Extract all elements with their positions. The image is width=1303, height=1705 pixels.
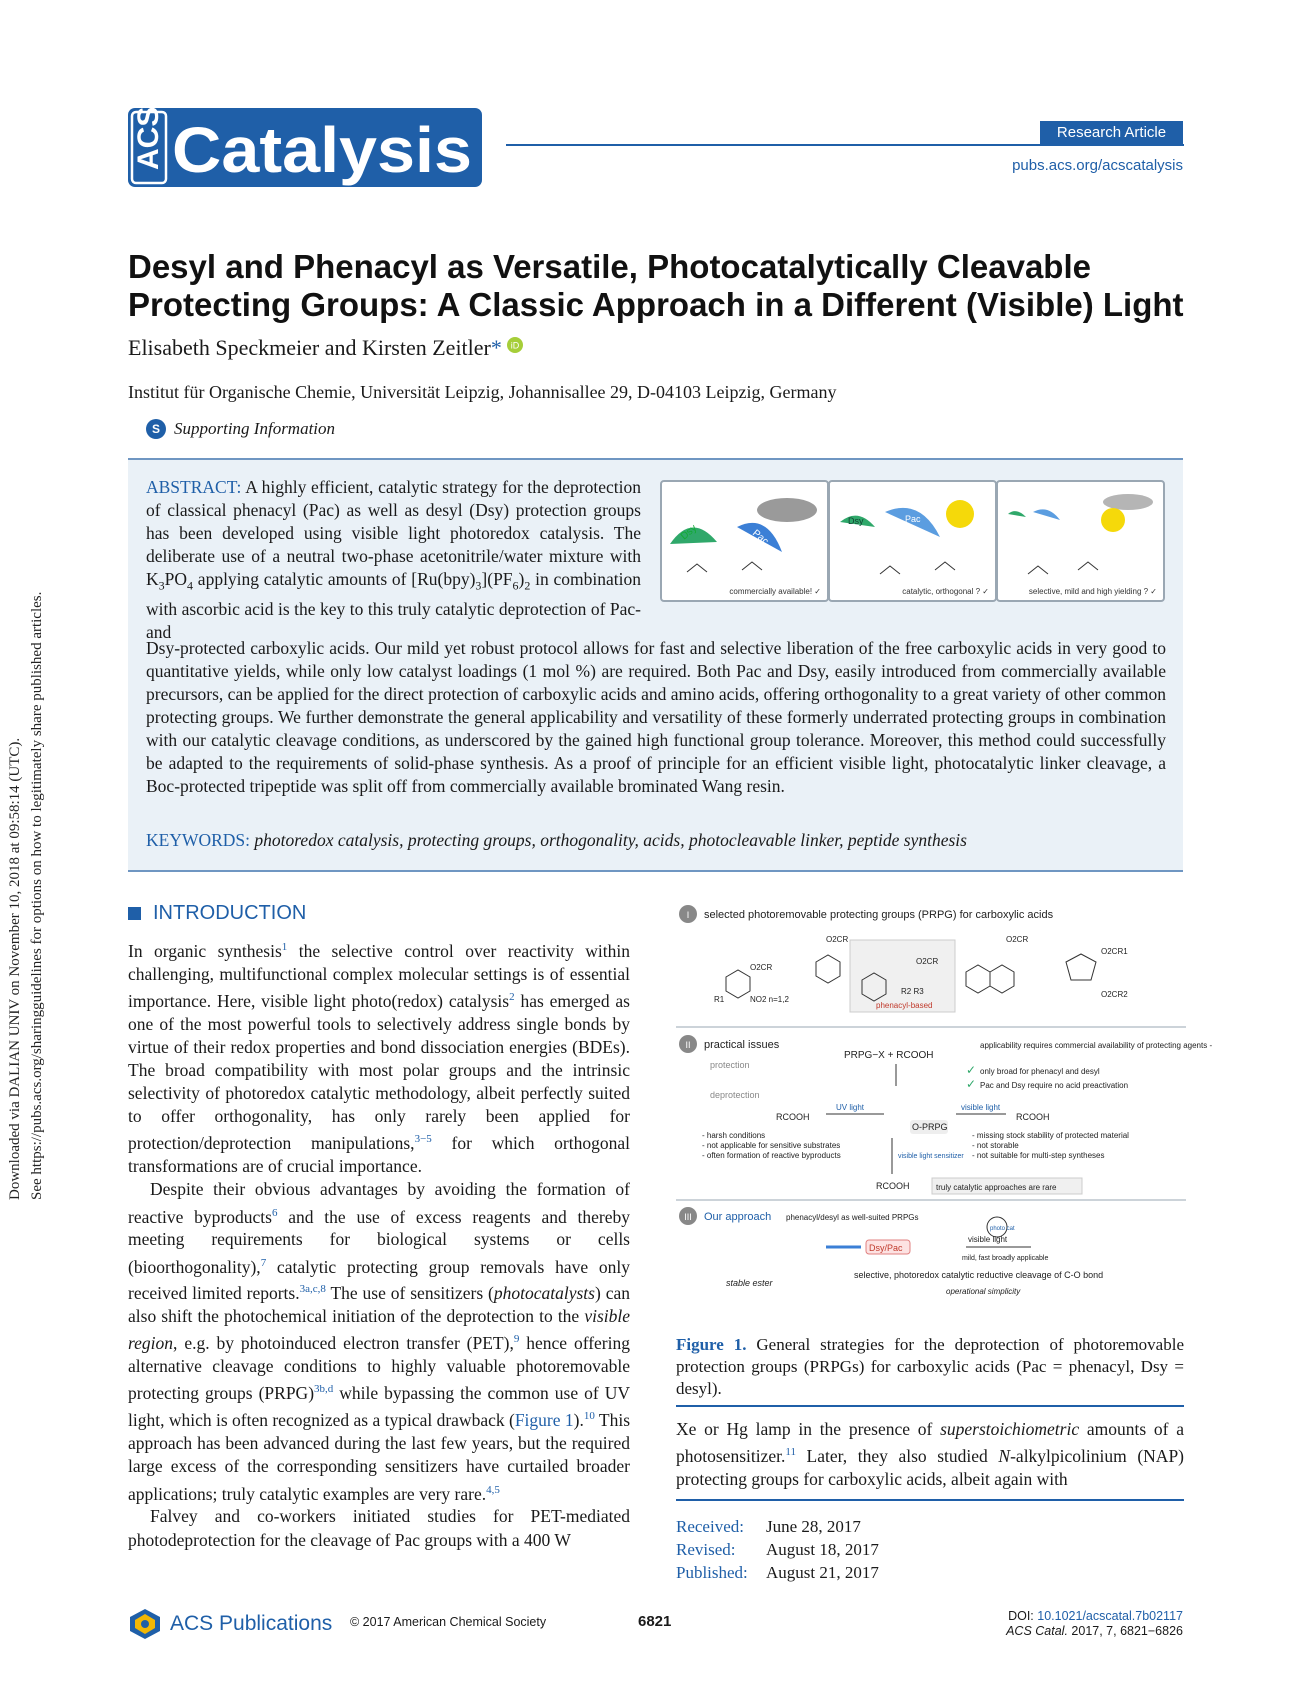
svg-text:deprotection: deprotection bbox=[710, 1090, 760, 1100]
sun-icon bbox=[830, 482, 995, 600]
toc-panel-3 bbox=[996, 480, 1165, 602]
svg-text:phenacyl-based: phenacyl-based bbox=[876, 1001, 933, 1010]
svg-text:O2CR: O2CR bbox=[916, 957, 939, 966]
intro-paragraph-2: Despite their obvious advantages by avoiding the formation of reactive byproducts$^6$ and the use of excess reagents and thereby meeting requirements for biological systems or cells (bioorthogonality),$^7$ catalytic protecting group removals have only received limited reports.$^{3a,c,8}$ The use of sensitizers (photocatalysts) can also shift the photochemical initiation of the deprotection to the visible region, e.g. by photoinduced electron transfer (PET),$^9$ hence offering alternative cleavage conditions to highly valuable photoremovable protecting groups (PRPG)$^{3b,d}$ while bypassing the common use of UV light, which is often recognized as a typical drawback (Figure 1).$^{10}$ This approach has been advanced during the last few years, but the required large excess of the corresponding sensitizers have curtailed broader applications; truly catalytic examples are very rare.$^{4,5}$ bbox=[128, 1179, 631, 1504]
toc-panel-2 bbox=[828, 480, 997, 602]
svg-text:visible light sensitizer: visible light sensitizer bbox=[898, 1153, 964, 1160]
download-notice-line2[interactable]: See https://pubs.acs.org/sharingguidelines for options on how to legitimately share published articles. bbox=[29, 591, 45, 1200]
svg-text:R1: R1 bbox=[714, 995, 725, 1004]
svg-text:truly catalytic approaches are: truly catalytic approaches are rare bbox=[936, 1183, 1057, 1192]
svg-text:O-PRPG: O-PRPG bbox=[912, 1122, 948, 1132]
article-title bbox=[128, 248, 1188, 324]
umbrella-icon bbox=[662, 482, 827, 600]
svg-text:stable ester: stable ester bbox=[726, 1278, 773, 1288]
keywords bbox=[146, 830, 967, 851]
svg-text:NO2 n=1,2: NO2 n=1,2 bbox=[750, 995, 789, 1004]
svg-text:UV light: UV light bbox=[836, 1103, 865, 1112]
keywords-label: KEYWORDS: bbox=[146, 830, 251, 850]
svg-text:Pac and Dsy require no acid pr: Pac and Dsy require no acid preactivation bbox=[980, 1081, 1129, 1090]
abstract-label: ABSTRACT: bbox=[146, 477, 242, 497]
page-number: 6821 bbox=[638, 1613, 672, 1630]
figure-section-2 bbox=[679, 1035, 1212, 1194]
received-row: Received: June 28, 2017 bbox=[676, 1517, 861, 1536]
download-notice bbox=[4, 500, 54, 1200]
revised-row: Revised: August 18, 2017 bbox=[676, 1540, 879, 1559]
journal-badge: ACS bbox=[132, 106, 165, 170]
ref-link[interactable]: 4,5 bbox=[486, 1483, 500, 1496]
svg-text:Dsy/Pac: Dsy/Pac bbox=[869, 1243, 903, 1253]
svg-text:iD: iD bbox=[511, 340, 520, 351]
figure-caption-label: Figure 1. bbox=[676, 1335, 747, 1354]
supporting-info-icon: S bbox=[146, 419, 166, 439]
svg-text:applicability requires commerc: applicability requires commercial availability of protecting agents - bbox=[980, 1041, 1213, 1050]
svg-text:O2CR: O2CR bbox=[826, 935, 849, 944]
figure-1-caption: Figure 1. General strategies for the deprotection of photoremovable protection groups (PRPGs) for carboxylic acids (Pac = phenacyl, Dsy = desyl). bbox=[676, 1335, 1184, 1398]
svg-text:Dsy: Dsy bbox=[848, 516, 864, 526]
figure-section-1 bbox=[679, 905, 1128, 1012]
svg-text:selective, photoredox catalyti: selective, photoredox catalytic reductive cleavage of C-O bond bbox=[854, 1270, 1104, 1280]
svg-text:O2CR: O2CR bbox=[1006, 935, 1029, 944]
journal-url-link[interactable]: pubs.acs.org/acscatalysis bbox=[1012, 157, 1183, 174]
abstract-continued: Dsy-protected carboxylic acids. Our mild yet robust protocol allows for fast and selective liberation of the free carboxylic acids in very good to quantitative yields, while only low catalyst loadings (1 mol %) are required. Both Pac and Dsy, easily introduced from commercially available precursors, can be applied for the direct protection of carboxylic acids and amino acids, offering orthogonality to a great variety of other common protecting groups. We further demonstrate the general applicability and versatility of these formerly underrated protecting groups in combination with our catalytic cleavage conditions, as underscored by the gained high functional group tolerance. Moreover, this method could successfully be adapted to the requirements of solid-phase synthesis. As a proof of principle for an efficient visible light, photocatalytic linker cleavage, a Boc-protected tripeptide was split off from commercially available brominated Wang resin. bbox=[146, 638, 1166, 796]
corresponding-mark[interactable]: * bbox=[490, 335, 502, 360]
ref-link[interactable]: 1 bbox=[281, 941, 288, 953]
article-type-badge: Research Article bbox=[1040, 121, 1183, 145]
published-row: Published: August 21, 2017 bbox=[676, 1563, 879, 1582]
abstract-first-part: ABSTRACT: A highly efficient, catalytic strategy for the deprotection of classical phenacyl (Pac) as well as desyl (Dsy) protection groups has been developed using visible light photoredox catalysis. The deliberate use of a neutral two-phase acetonitrile/water mixture with $K_3PO_4$ applying catalytic amounts of $[Ru(bpy)_3](PF_6)_2$ in combination with ascorbic acid is the key to this truly catalytic deprotection of Pac- and bbox=[146, 477, 642, 642]
svg-text:✓: ✓ bbox=[966, 1063, 977, 1077]
ref-link[interactable]: 7 bbox=[260, 1256, 267, 1269]
introduction-body bbox=[128, 936, 630, 1552]
download-notice-line1: Downloaded via DALIAN UNIV on November 10, 2018 at 09:58:14 (UTC). bbox=[7, 737, 23, 1200]
svg-text:Our approach: Our approach bbox=[704, 1211, 772, 1223]
figure-1-link[interactable]: Figure 1 bbox=[514, 1410, 574, 1431]
ref-link[interactable]: 2 bbox=[509, 991, 515, 1004]
authors bbox=[128, 335, 523, 361]
publication-dates bbox=[676, 1515, 879, 1584]
supporting-info-link[interactable] bbox=[146, 419, 335, 439]
svg-text:only broad for phenacyl and de: only broad for phenacyl and desyl bbox=[980, 1067, 1100, 1076]
acs-catalysis-logo bbox=[128, 108, 482, 187]
svg-text:O2CR2: O2CR2 bbox=[1101, 990, 1128, 999]
supporting-info-label[interactable]: Supporting Information bbox=[174, 419, 336, 438]
section-square-icon bbox=[128, 907, 141, 920]
svg-text:- not storable: - not storable bbox=[972, 1141, 1019, 1150]
ref-link[interactable]: 9 bbox=[513, 1333, 520, 1346]
copyright: © 2017 American Chemical Society bbox=[350, 1615, 547, 1629]
svg-text:phenacyl/desyl as well-suited: phenacyl/desyl as well-suited PRPGs bbox=[786, 1213, 919, 1222]
journal-name: Catalysis bbox=[172, 114, 472, 186]
doi-link[interactable]: 10.1021/acscatal.7b02117 bbox=[1037, 1609, 1183, 1623]
ref-link[interactable]: 6 bbox=[271, 1206, 278, 1219]
svg-text:protection: protection bbox=[710, 1060, 750, 1070]
figure-section-3 bbox=[679, 1207, 1103, 1296]
svg-text:✓: ✓ bbox=[966, 1077, 977, 1091]
svg-text:- often formation of reactive: - often formation of reactive byproducts bbox=[702, 1151, 841, 1160]
svg-text:Pac: Pac bbox=[905, 514, 921, 524]
svg-text:- not applicable for sensitive: - not applicable for sensitive substrates bbox=[702, 1141, 841, 1150]
figure-1 bbox=[676, 902, 1213, 1342]
svg-text:RCOOH: RCOOH bbox=[776, 1112, 810, 1122]
svg-text:Dsy: Dsy bbox=[678, 522, 700, 543]
svg-text:III: III bbox=[684, 1212, 692, 1222]
svg-text:visible light: visible light bbox=[968, 1235, 1008, 1244]
svg-text:R2 R3: R2 R3 bbox=[901, 987, 924, 996]
title-line-1: Desyl and Phenacyl as Versatile, Photocatalytically Cleavable bbox=[128, 248, 1091, 285]
svg-text:selected photoremovable protec: selected photoremovable protecting groups (PRPG) for carboxylic acids bbox=[704, 909, 1054, 921]
svg-text:- not suitable for multi-step: - not suitable for multi-step syntheses bbox=[972, 1151, 1105, 1160]
svg-text:photo cat: photo cat bbox=[990, 1226, 1015, 1232]
svg-text:Pac: Pac bbox=[750, 527, 771, 548]
svg-text:II: II bbox=[685, 1040, 691, 1050]
doi-citation: DOI: 10.1021/acscatal.7b02117 ACS Catal. 2017, 7, 6821−6826 bbox=[1006, 1609, 1183, 1638]
intro-paragraph-1: In organic synthesis$^1$ the selective control over reactivity within challenging, multifunctional complex molecular settings is of essential importance. Here, visible light photo(redox) catalysis$^2$ has emerged as one of the most powerful tools to selectively address single bonds by virtue of their redox properties and bond dissociation energies (BDEs). The broad compatibility with most polar groups and the intrinsic selectivity of photoredox catalytic methodology, albeit perfectly suited to offer orthogonality, has only rarely been applied for protection/deprotection manipulations,$^{3-5}$ for which orthogonal transformations are of crucial importance. bbox=[128, 940, 630, 1177]
svg-text:visible light: visible light bbox=[961, 1103, 1001, 1112]
acs-publications-logo[interactable]: ACS Publications bbox=[128, 1608, 332, 1640]
svg-text:mild, fast broadly applicable: mild, fast broadly applicable bbox=[962, 1255, 1049, 1262]
author-names: Elisabeth Speckmeier and Kirsten Zeitler bbox=[128, 335, 491, 360]
svg-text:RCOOH: RCOOH bbox=[876, 1181, 910, 1191]
acs-hexagon-icon bbox=[128, 1608, 162, 1640]
svg-text:I: I bbox=[686, 910, 690, 920]
intro-continued: Xe or Hg lamp in the presence of superstoichiometric amounts of a photosensitizer.$^{11}$ Later, they also studied N-alkylpicolinium (NAP) protecting groups for carboxylic acids, albeit again with bbox=[676, 1419, 1185, 1489]
toc-caption-2: catalytic, orthogonal ? ✓ bbox=[902, 587, 989, 596]
svg-text:O2CR: O2CR bbox=[750, 963, 773, 972]
ref-link[interactable]: 10 bbox=[583, 1410, 595, 1423]
svg-text:operational simplicity: operational simplicity bbox=[946, 1287, 1021, 1296]
introduction-heading: INTRODUCTION bbox=[128, 902, 306, 925]
ref-link[interactable]: 3b,d bbox=[314, 1383, 334, 1396]
svg-text:practical issues: practical issues bbox=[704, 1039, 780, 1051]
svg-text:RCOOH: RCOOH bbox=[1016, 1112, 1050, 1122]
svg-text:- harsh conditions: - harsh conditions bbox=[702, 1131, 766, 1140]
toc-caption-3: selective, mild and high yielding ? ✓ bbox=[1028, 587, 1157, 596]
orcid-icon[interactable] bbox=[507, 337, 523, 353]
intro-paragraph-3: Falvey and co-workers initiated studies for PET-mediated photodeprotection for the cleavage of Pac groups with a 400 W bbox=[128, 1506, 630, 1550]
ref-link[interactable]: 3−5 bbox=[414, 1133, 432, 1146]
ref-link[interactable]: 3a,c,8 bbox=[299, 1283, 326, 1296]
title-line-2: Protecting Groups: A Classic Approach in a Different (Visible) Light bbox=[128, 286, 1184, 323]
svg-text:PRPG−X + RCOOH: PRPG−X + RCOOH bbox=[844, 1050, 934, 1061]
sun-icon bbox=[998, 482, 1163, 600]
ref-link[interactable]: 11 bbox=[785, 1446, 796, 1458]
toc-caption-1: commercially available! ✓ bbox=[729, 587, 821, 596]
dates-rule bbox=[676, 1499, 1184, 1501]
svg-text:- missing stock stability of p: - missing stock stability of protected material bbox=[972, 1131, 1129, 1140]
toc-panel-1 bbox=[660, 480, 829, 602]
keywords-list: photoredox catalysis, protecting groups, orthogonality, acids, photocleavable linker, peptide synthesis bbox=[254, 830, 967, 850]
affiliation: Institut für Organische Chemie, Universität Leipzig, Johannisallee 29, D-04103 Leipzig, Germany bbox=[128, 382, 837, 402]
svg-text:O2CR1: O2CR1 bbox=[1101, 947, 1128, 956]
column-rule bbox=[676, 1405, 1184, 1407]
